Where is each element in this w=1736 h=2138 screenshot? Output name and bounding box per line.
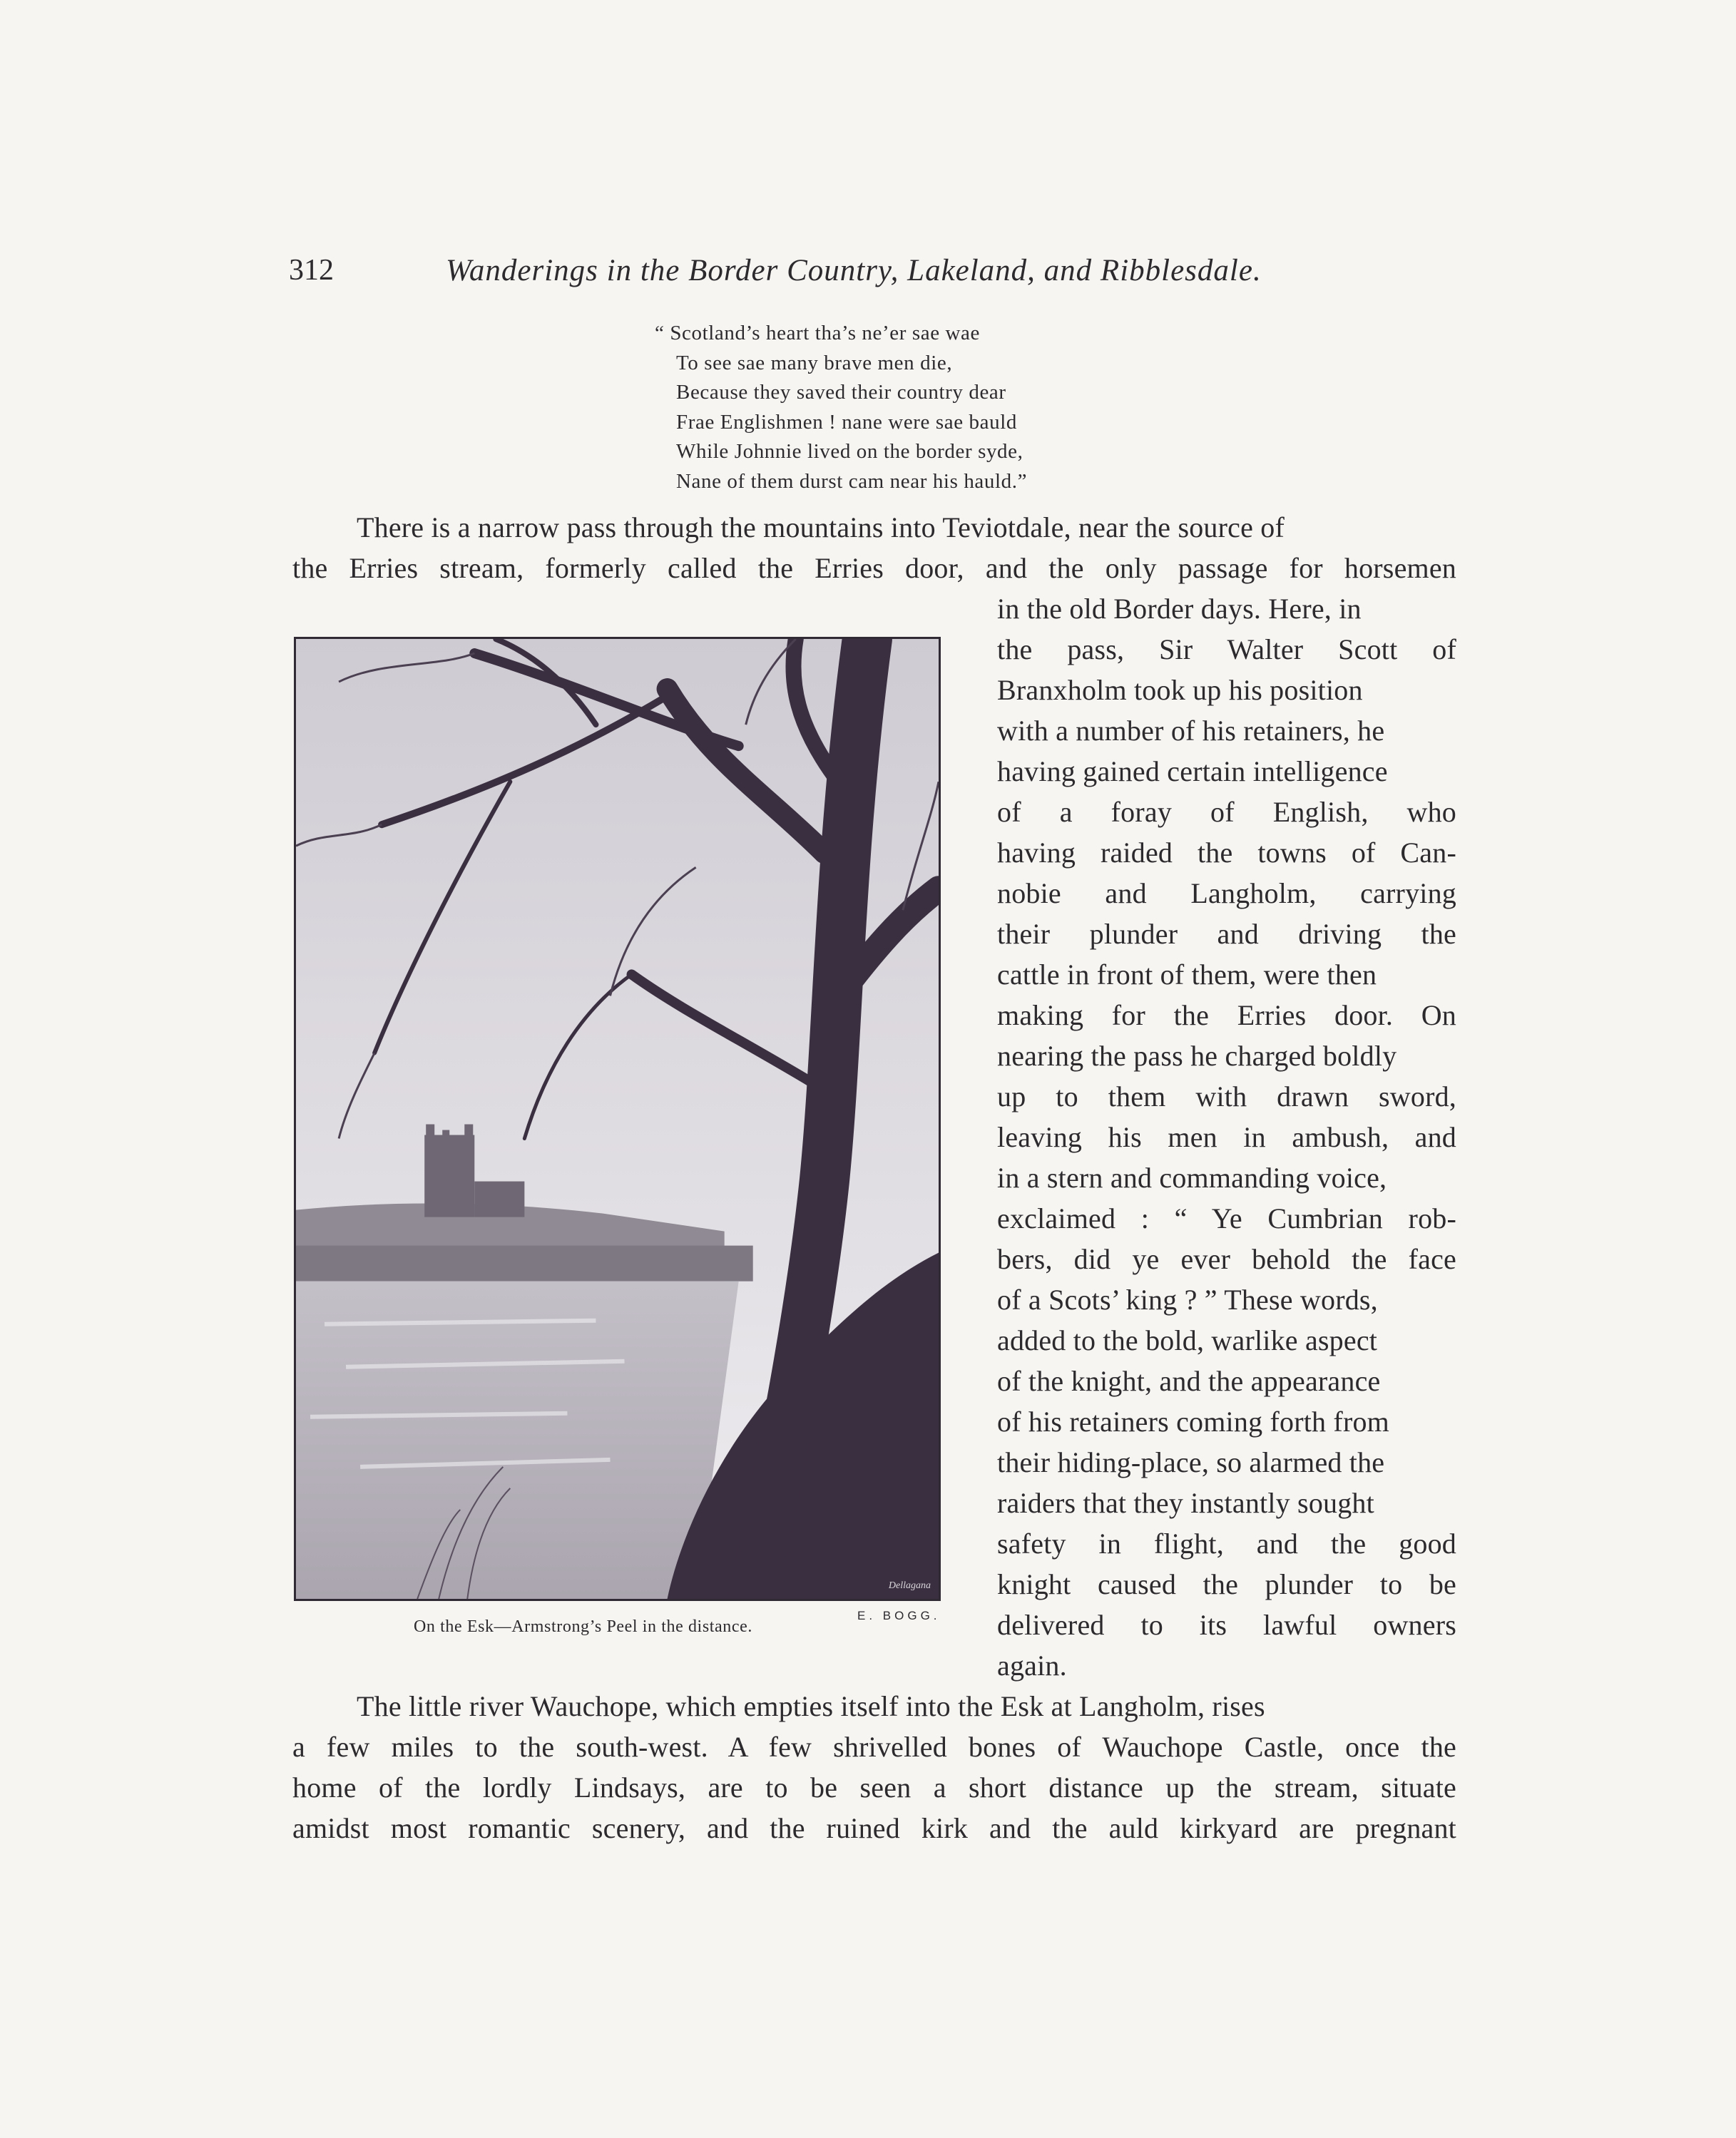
text-line: added to the bold, warlike aspect: [997, 1324, 1378, 1356]
text-line: again.: [997, 1649, 1067, 1682]
halftone-plate: [296, 639, 939, 1599]
text-line: safety in flight, and the good: [997, 1528, 1456, 1560]
text-line: the pass, Sir Walter Scott of: [997, 633, 1456, 665]
text-line: There is a narrow pass through the mountains into Teviotdale, near the source of: [357, 511, 1285, 543]
text-line: their hiding-place, so alarmed the: [997, 1446, 1385, 1478]
text-line: of a foray of English, who: [997, 796, 1456, 828]
text-line: making for the Erries door. On: [997, 999, 1456, 1031]
text-line: bers, did ye ever behold the face: [997, 1243, 1456, 1275]
text-line: knight caused the plunder to be: [997, 1568, 1456, 1600]
text-line: their plunder and driving the: [997, 918, 1456, 950]
text-line: having raided the towns of Can-: [997, 837, 1456, 869]
text-line: in the old Border days. Here, in: [997, 593, 1362, 625]
text-line: nobie and Langholm, carrying: [997, 877, 1456, 909]
text-line: of his retainers coming forth from: [997, 1406, 1389, 1438]
text-line: nearing the pass he charged boldly: [997, 1040, 1397, 1072]
river: [296, 1282, 739, 1599]
artist-credit: E. BOGG.: [857, 1609, 941, 1622]
text-line: having gained certain intelligence: [997, 755, 1388, 787]
poem-line: Frae Englishmen ! nane were sae bauld: [676, 410, 1017, 434]
text-line: exclaimed : “ Ye Cumbrian rob-: [997, 1202, 1456, 1234]
text-line: delivered to its lawful owners: [997, 1609, 1456, 1641]
running-title: Wanderings in the Border Country, Lakeland, and Ribblesdale.: [446, 254, 1262, 287]
poem-quote: [655, 319, 1027, 496]
text-line: cattle in front of them, were then: [997, 958, 1377, 991]
text-line: with a number of his retainers, he: [997, 715, 1385, 747]
text-line: of a Scots’ king ? ” These words,: [997, 1284, 1378, 1316]
text-line: The little river Wauchope, which empties itself into the Esk at Langholm, rises: [357, 1690, 1265, 1722]
text-line: amidst most romantic scenery, and the ruined kirk and the auld kirkyard are pregnant: [292, 1812, 1456, 1844]
text-line: leaving his men in ambush, and: [997, 1121, 1456, 1153]
poem-line: Nane of them durst cam near his hauld.”: [676, 469, 1028, 493]
text-line: home of the lordly Lindsays, are to be seen a short distance up the stream, situate: [292, 1771, 1456, 1804]
poem-line: Because they saved their country dear: [676, 381, 1006, 404]
page-number: 312: [289, 254, 334, 287]
illustration-esk-peel: [294, 637, 941, 1601]
running-header: [289, 253, 1316, 296]
text-line: up to them with drawn sword,: [997, 1080, 1456, 1113]
text-line: Branxholm took up his position: [997, 674, 1363, 706]
text-line: in a stern and commanding voice,: [997, 1162, 1387, 1194]
poem-line: “ Scotland’s heart tha’s ne’er sae wae: [655, 322, 981, 344]
text-line: of the knight, and the appearance: [997, 1365, 1381, 1397]
poem-line: While Johnnie lived on the border syde,: [676, 440, 1023, 463]
poem-line: To see sae many brave men die,: [676, 351, 953, 374]
text-line: the Erries stream, formerly called the Erries door, and the only passage for horsemen: [292, 552, 1456, 584]
engraver-signature: Dellagana: [888, 1580, 931, 1591]
far-hedge: [296, 1246, 753, 1282]
figure-caption: On the Esk—Armstrong’s Peel in the distance.: [414, 1617, 752, 1636]
text-line: a few miles to the south-west. A few shrivelled bones of Wauchope Castle, once the: [292, 1731, 1456, 1763]
text-line: raiders that they instantly sought: [997, 1487, 1374, 1519]
